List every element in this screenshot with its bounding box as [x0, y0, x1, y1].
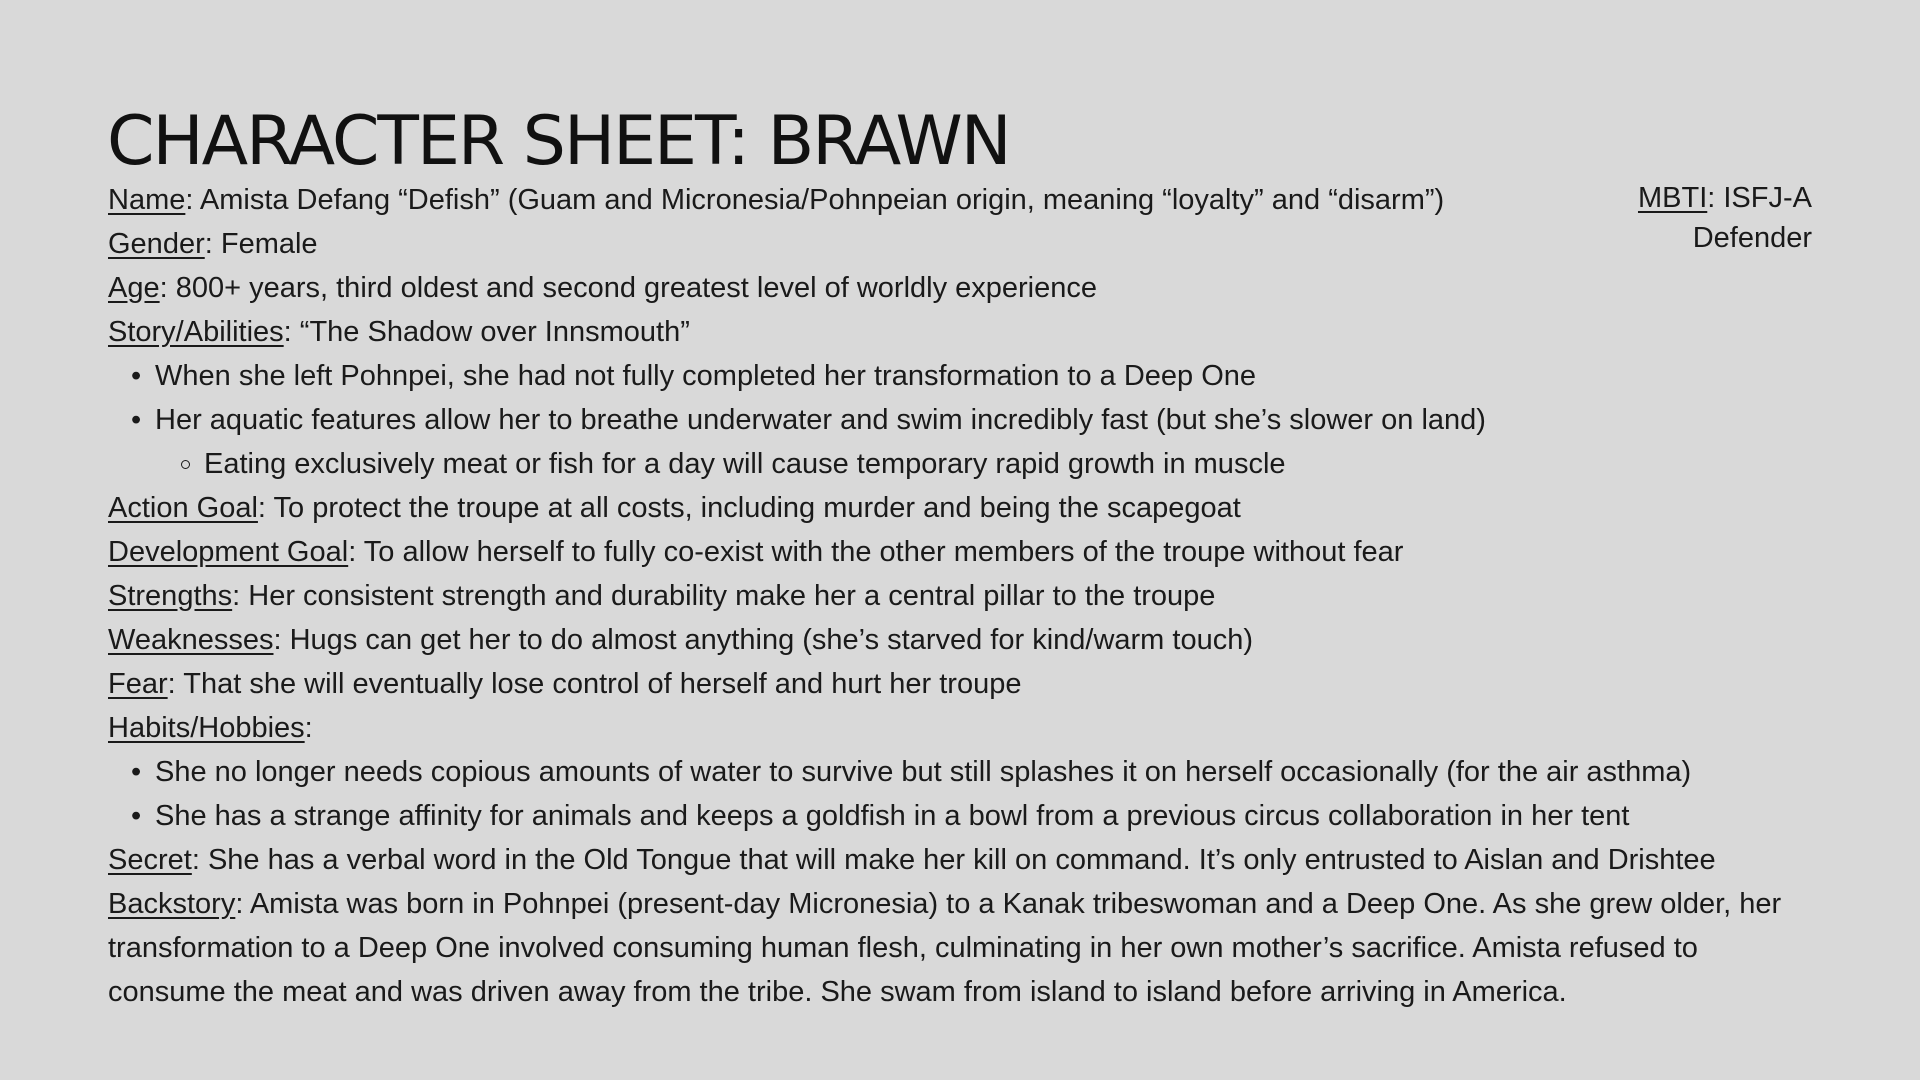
- list-item: • She no longer needs copious amounts of water to survive but still splashes it on herself occasionally (for the air asthma): [155, 750, 1818, 794]
- field-label: Development Goal: [108, 536, 349, 568]
- field-value: : 800+ years, third oldest and second greatest level of worldly experience: [159, 272, 1098, 304]
- field-story: [108, 310, 1818, 354]
- field-value: : She has a verbal word in the Old Tongue that will make her kill on command. It’s only entrusted to Aislan and Drishtee: [191, 844, 1716, 876]
- character-details: [108, 178, 1818, 1014]
- field-value: : Amista Defang “Defish” (Guam and Micronesia/Pohnpeian origin, meaning “loyalty” and “disarm”): [185, 184, 1445, 216]
- mbti-type: : ISFJ-A: [1707, 182, 1812, 214]
- field-value: : Amista was born in Pohnpei (present-day Micronesia) to a Kanak tribeswoman and a Deep One. As she grew older, her transformation to a Deep One involved consuming human flesh, culminating in her own mother’s sacrifice. Amista refused to consume the meat and was driven away from the tribe. She swam from island to island before arriving in America.: [108, 888, 1782, 1008]
- list-item: • When she left Pohnpei, she had not fully completed her transformation to a Deep One: [155, 354, 1818, 398]
- list-item: • Her aquatic features allow her to breathe underwater and swim incredibly fast (but she’s slower on land): [155, 398, 1818, 442]
- field-weaknesses: [108, 618, 1818, 662]
- field-label: Gender: [108, 228, 205, 260]
- field-label: Habits/Hobbies: [108, 712, 305, 744]
- field-label: Fear: [108, 668, 168, 700]
- field-label: Weaknesses: [108, 624, 274, 656]
- field-strengths: [108, 574, 1818, 618]
- story-bullet-list: [108, 354, 1818, 442]
- field-backstory: [108, 882, 1818, 1014]
- field-label: Action Goal: [108, 492, 258, 524]
- field-label: Story/Abilities: [108, 316, 284, 348]
- field-habits: [108, 706, 1818, 750]
- field-fear: [108, 662, 1818, 706]
- habits-bullet-list: [108, 750, 1818, 838]
- field-secret: [108, 838, 1818, 882]
- field-age: [108, 266, 1818, 310]
- field-value: : That she will eventually lose control of herself and hurt her troupe: [167, 668, 1022, 700]
- field-label: Secret: [108, 844, 192, 876]
- list-item: • She has a strange affinity for animals and keeps a goldfish in a bowl from a previous circus collaboration in her tent: [155, 794, 1818, 838]
- field-label: Strengths: [108, 580, 233, 612]
- field-name: [108, 178, 1818, 222]
- field-label: Age: [108, 272, 160, 304]
- field-value: : To protect the troupe at all costs, including murder and being the scapegoat: [257, 492, 1241, 524]
- field-label: Name: [108, 184, 186, 216]
- field-gender: [108, 222, 1818, 266]
- field-development-goal: [108, 530, 1818, 574]
- page-title: CHARACTER SHEET: BRAWN: [107, 102, 1010, 181]
- field-value: : Female: [204, 228, 318, 260]
- field-value: :: [304, 712, 313, 744]
- field-action-goal: [108, 486, 1818, 530]
- list-item: Eating exclusively meat or fish for a day will cause temporary rapid growth in muscle: [204, 442, 1818, 486]
- field-value: : “The Shadow over Innsmouth”: [283, 316, 690, 348]
- field-value: : Hugs can get her to do almost anything (she’s starved for kind/warm touch): [273, 624, 1254, 656]
- field-label: Backstory: [108, 888, 236, 920]
- field-value: : Her consistent strength and durability make her a central pillar to the troupe: [232, 580, 1216, 612]
- field-value: : To allow herself to fully co-exist with the other members of the troupe without fear: [348, 536, 1404, 568]
- story-sub-bullet-list: [108, 442, 1818, 486]
- mbti-label: MBTI: [1637, 182, 1708, 214]
- mbti-subtitle: Defender: [1692, 222, 1812, 254]
